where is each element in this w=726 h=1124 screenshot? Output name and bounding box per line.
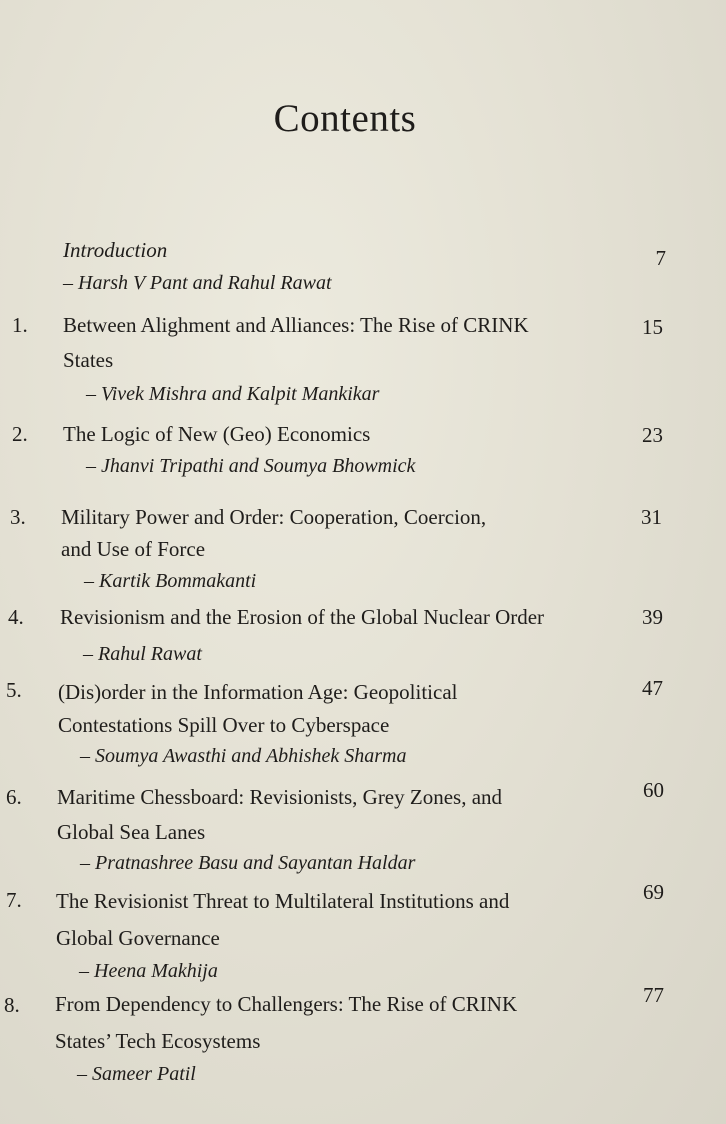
entry-title-line: Military Power and Order: Cooperation, Coercion, [61,505,487,529]
entry-author: – Jhanvi Tripathi and Soumya Bhowmick [86,455,416,477]
entry-title-line: (Dis)order in the Information Age: Geopolitical [58,680,458,704]
entry-page-number: 15 [642,315,663,339]
chapter-number: 5. [6,678,22,702]
entry-title-line: Maritime Chessboard: Revisionists, Grey Zones, and [57,785,503,809]
entry-author: – Vivek Mishra and Kalpit Mankikar [86,383,380,405]
chapter-number: 2. [12,422,28,446]
chapter-number: 3. [10,505,26,529]
entry-title-line: From Dependency to Challengers: The Rise of CRINK [55,992,518,1016]
chapter-number: 6. [6,785,22,809]
chapter-number: 7. [6,888,22,912]
entry-author: – Harsh V Pant and Rahul Rawat [63,272,332,294]
entry-title-line: and Use of Force [61,537,206,561]
entry-title-line: States’ Tech Ecosystems [55,1029,261,1053]
entry-title-line: States [63,348,114,372]
entry-title-line: Global Sea Lanes [57,820,206,844]
entry-author: – Pratnashree Basu and Sayantan Haldar [80,852,416,874]
entry-page-number: 39 [642,605,663,629]
entry-title-line: Contestations Spill Over to Cyberspace [58,713,390,737]
entry-author: – Sameer Patil [77,1063,196,1085]
entry-title-line: Revisionism and the Erosion of the Global Nuclear Order [60,605,545,629]
entry-author: – Soumya Awasthi and Abhishek Sharma [80,745,407,767]
entry-page-number: 31 [641,505,662,529]
entry-author: – Kartik Bommakanti [84,570,257,592]
entry-page-number: 23 [642,423,663,447]
entry-page-number: 7 [655,246,666,270]
chapter-number: 1. [12,313,28,337]
chapter-number: 4. [8,605,24,629]
entry-page-number: 69 [643,880,664,904]
entry-author: – Rahul Rawat [83,643,202,665]
entry-title-line: The Revisionist Threat to Multilateral Institutions and [56,889,510,913]
entry-title: Introduction [63,238,168,262]
page-title: Contents [273,97,417,140]
entry-title-line: Between Alighment and Alliances: The Rise of CRINK [63,313,529,337]
entry-page-number: 60 [643,778,664,802]
entry-author: – Heena Makhija [79,960,218,982]
chapter-number: 8. [4,993,20,1017]
entry-title-line: Global Governance [56,926,220,950]
entry-title-line: The Logic of New (Geo) Economics [63,422,371,446]
entry-page-number: 77 [643,983,664,1007]
entry-page-number: 47 [642,676,663,700]
